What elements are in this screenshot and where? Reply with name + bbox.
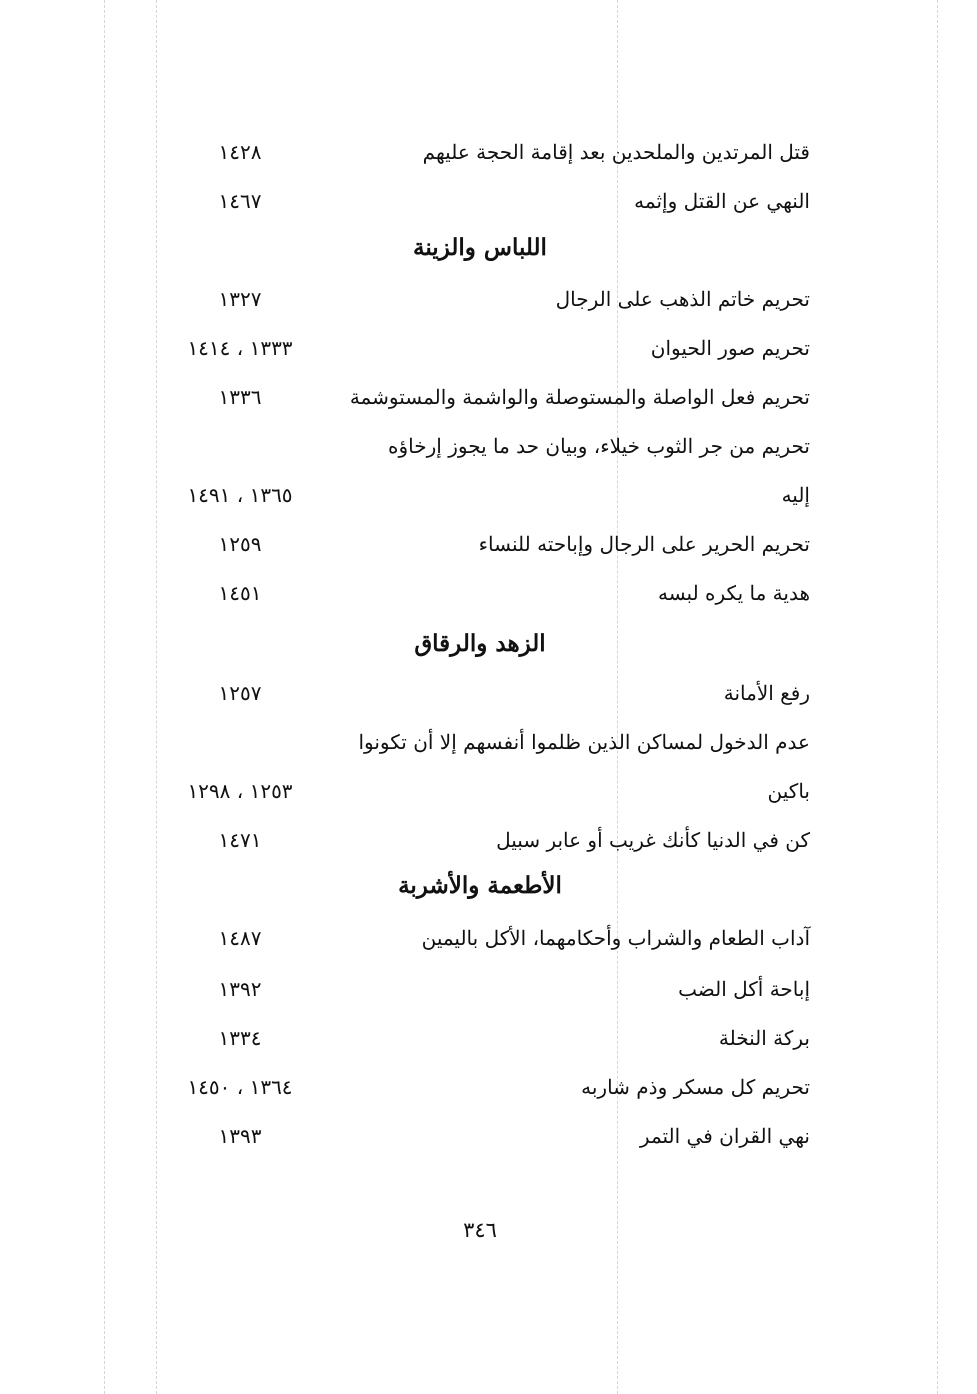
entry-topic: تحريم فعل الواصلة والمستوصلة والواشمة والمستوشمة bbox=[349, 385, 810, 409]
entry-topic: تحريم من جر الثوب خيلاء، وبيان حد ما يجوز إرخاؤه bbox=[388, 434, 810, 458]
entry-reference: ١٢٥٣ ، ١٢٩٨ bbox=[187, 779, 293, 803]
entry-reference: ١٤٦٧ bbox=[218, 189, 262, 213]
entry-topic: قتل المرتدين والملحدين بعد إقامة الحجة عليهم bbox=[422, 140, 810, 164]
entry-reference: ١٢٥٩ bbox=[218, 532, 262, 556]
entry-reference: ١٣٦٤ ، ١٤٥٠ bbox=[187, 1075, 293, 1099]
index-entry bbox=[150, 820, 820, 860]
entry-reference: ١٤٢٨ bbox=[218, 140, 262, 164]
index-entry bbox=[150, 969, 820, 1009]
index-entry bbox=[150, 132, 820, 172]
entry-reference: ١٢٥٧ bbox=[218, 681, 262, 705]
entry-topic: تحريم خاتم الذهب على الرجال bbox=[555, 287, 810, 311]
scan-artifact-line bbox=[104, 0, 105, 1394]
entry-topic: تحريم الحرير على الرجال وإباحته للنساء bbox=[478, 532, 810, 556]
entry-reference: ١٣٣٦ bbox=[218, 385, 262, 409]
index-entry bbox=[150, 1018, 820, 1058]
entry-topic: هدية ما يكره لبسه bbox=[657, 581, 810, 605]
entry-topic: إباحة أكل الضب bbox=[678, 977, 810, 1001]
entry-topic: بركة النخلة bbox=[718, 1026, 810, 1050]
index-entry bbox=[150, 426, 820, 466]
index-entry bbox=[150, 1116, 820, 1156]
entry-topic: تحريم كل مسكر وذم شاربه bbox=[581, 1075, 810, 1099]
index-entry bbox=[150, 771, 820, 811]
entry-topic: إليه bbox=[781, 483, 810, 507]
entry-reference: ١٣٣٤ bbox=[218, 1026, 262, 1050]
index-entry bbox=[150, 279, 820, 319]
entry-topic: رفع الأمانة bbox=[723, 681, 810, 705]
entry-reference: ١٣٣٣ ، ١٤١٤ bbox=[187, 336, 293, 360]
section-heading: اللباس والزينة bbox=[413, 234, 547, 261]
entry-reference: ١٣٩٢ bbox=[218, 977, 262, 1001]
index-entry bbox=[150, 573, 820, 613]
index-entry bbox=[150, 181, 820, 221]
entry-reference: ١٣٦٥ ، ١٤٩١ bbox=[187, 483, 293, 507]
entry-reference: ١٤٨٧ bbox=[218, 926, 262, 950]
entry-reference: ١٣٢٧ bbox=[218, 287, 262, 311]
index-entry bbox=[150, 918, 820, 958]
index-entry bbox=[150, 673, 820, 713]
entry-topic: تحريم صور الحيوان bbox=[650, 336, 810, 360]
entry-topic: النهي عن القتل وإثمه bbox=[634, 189, 810, 213]
entry-topic: كن في الدنيا كأنك غريب أو عابر سبيل bbox=[496, 828, 810, 852]
page-number: ٣٤٦ bbox=[463, 1218, 497, 1242]
entry-reference: ١٣٩٣ bbox=[218, 1124, 262, 1148]
scan-artifact-line bbox=[937, 0, 938, 1394]
section-heading: الزهد والرقاق bbox=[414, 630, 546, 657]
index-entry bbox=[150, 722, 820, 762]
index-entry bbox=[150, 377, 820, 417]
section-heading: الأطعمة والأشربة bbox=[398, 872, 562, 899]
entry-topic: عدم الدخول لمساكن الذين ظلموا أنفسهم إلا أن تكونوا bbox=[358, 730, 810, 754]
entry-reference: ١٤٧١ bbox=[218, 828, 262, 852]
entry-topic: آداب الطعام والشراب وأحكامهما، الأكل باليمين bbox=[421, 926, 810, 950]
index-entry bbox=[150, 524, 820, 564]
index-entry bbox=[150, 1067, 820, 1107]
entry-topic: نهي القران في التمر bbox=[639, 1124, 810, 1148]
entry-reference: ١٤٥١ bbox=[218, 581, 262, 605]
entry-topic: باكين bbox=[767, 779, 810, 803]
index-entry bbox=[150, 328, 820, 368]
index-entry bbox=[150, 475, 820, 515]
